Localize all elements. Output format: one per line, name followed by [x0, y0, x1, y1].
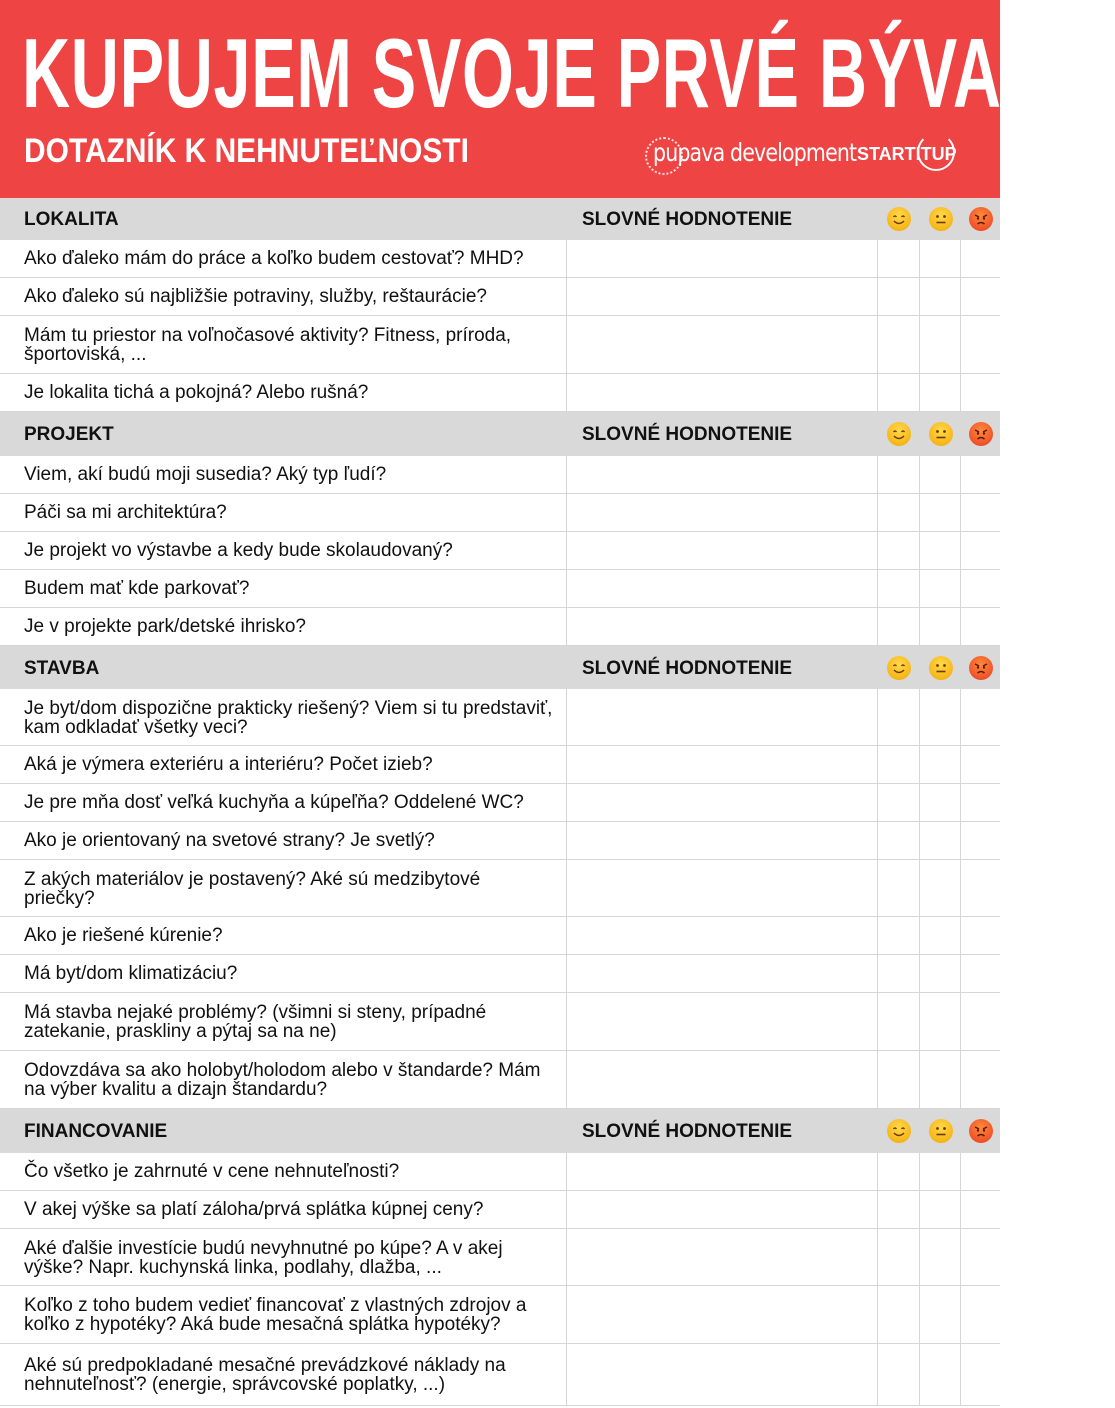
column-divider — [919, 240, 920, 412]
rating-neutral-cell[interactable] — [920, 456, 960, 493]
question-row — [0, 456, 1000, 494]
rating-bad-cell[interactable] — [961, 689, 1000, 745]
question-row — [0, 240, 1000, 278]
question-text: Aké ďalšie investície budú nevyhnutné po kúpe? A v akej výške? Napr. kuchynská linka, podlahy, dlažba, ... — [24, 1238, 503, 1278]
rating-bad-cell[interactable] — [961, 608, 1000, 645]
smiling-face-icon — [887, 656, 911, 680]
question-text: Mám tu priestor na voľnočasové aktivity? Fitness, príroda, športoviská, ... — [24, 325, 512, 365]
rating-good-cell[interactable] — [878, 1191, 919, 1228]
section-header — [0, 646, 1000, 689]
question-text: Budem mať kde parkovať? — [24, 578, 250, 599]
text-evaluation-cell[interactable] — [567, 917, 877, 954]
rating-neutral-cell[interactable] — [920, 1153, 960, 1190]
question-text: Koľko z toho budem vedieť financovať z vlastných zdrojov a koľko z hypotéky? Aká bude mesačná splátka hypotéky? — [24, 1295, 527, 1335]
rating-good-cell[interactable] — [878, 570, 919, 607]
rating-bad-cell[interactable] — [961, 456, 1000, 493]
rating-neutral-cell[interactable] — [920, 1344, 960, 1405]
section-header — [0, 412, 1000, 456]
question-text: Je byt/dom dispozične prakticky riešený? Viem si tu predstaviť, kam odkladať všetky veci? — [24, 698, 553, 738]
section-header — [0, 1109, 1000, 1153]
question-text: Aké sú predpokladané mesačné prevádzkové náklady na nehnuteľnosť? (energie, správcovské poplatky, ...) — [24, 1355, 506, 1395]
text-evaluation-cell[interactable] — [567, 456, 877, 493]
text-evaluation-cell[interactable] — [567, 532, 877, 569]
rating-neutral-cell[interactable] — [920, 1286, 960, 1343]
rating-good-cell[interactable] — [878, 993, 919, 1050]
rating-bad-cell[interactable] — [961, 955, 1000, 992]
question-row — [0, 608, 1000, 646]
question-row — [0, 822, 1000, 860]
column-divider — [919, 689, 920, 1109]
rating-neutral-cell[interactable] — [920, 532, 960, 569]
angry-face-icon — [969, 656, 993, 680]
column-divider — [919, 1153, 920, 1406]
startitup-logo-text-part2: UP — [931, 144, 957, 164]
text-evaluation-cell[interactable] — [567, 1229, 877, 1285]
angry-face-icon — [969, 1119, 993, 1143]
question-text: Je projekt vo výstavbe a kedy bude skolaudovaný? — [24, 540, 453, 561]
rating-good-cell[interactable] — [878, 316, 919, 373]
rating-bad-cell[interactable] — [961, 316, 1000, 373]
column-divider — [877, 1153, 878, 1406]
rating-neutral-cell[interactable] — [920, 1191, 960, 1228]
question-text: Z akých materiálov je postavený? Aké sú medzibytové priečky? — [24, 869, 481, 909]
question-text: Čo všetko je zahrnuté v cene nehnuteľnosti? — [24, 1161, 400, 1182]
rating-good-cell[interactable] — [878, 1344, 919, 1405]
rating-good-cell[interactable] — [878, 1286, 919, 1343]
text-evaluation-cell[interactable] — [567, 689, 877, 745]
rating-good-cell[interactable] — [878, 608, 919, 645]
evaluation-column-header: SLOVNÉ HODNOTENIE — [582, 209, 793, 230]
rating-neutral-cell[interactable] — [920, 746, 960, 783]
question-text: Odovzdáva sa ako holobyt/holodom alebo v štandarde? Mám na výber kvalitu a dizajn štandardu? — [24, 1060, 541, 1100]
rating-bad-cell[interactable] — [961, 374, 1000, 411]
rating-neutral-cell[interactable] — [920, 955, 960, 992]
rating-good-cell[interactable] — [878, 494, 919, 531]
question-row — [0, 316, 1000, 374]
question-text: Viem, akí budú moji susedia? Aký typ ľudí? — [24, 464, 387, 485]
question-row — [0, 532, 1000, 570]
question-row — [0, 1153, 1000, 1191]
question-row — [0, 746, 1000, 784]
rating-bad-cell[interactable] — [961, 278, 1000, 315]
smiling-face-icon — [887, 207, 911, 231]
question-row — [0, 955, 1000, 993]
text-evaluation-cell[interactable] — [567, 1286, 877, 1343]
question-row — [0, 1344, 1000, 1406]
column-divider — [566, 689, 567, 1109]
page-title: KUPUJEM SVOJE PRVÉ BÝVANIE — [22, 18, 1115, 128]
smiling-face-icon — [887, 422, 911, 446]
rating-bad-cell[interactable] — [961, 993, 1000, 1050]
rating-good-cell[interactable] — [878, 822, 919, 859]
text-evaluation-cell[interactable] — [567, 570, 877, 607]
rating-good-cell[interactable] — [878, 240, 919, 277]
question-text: Aká je výmera exteriéru a interiéru? Počet izieb? — [24, 754, 433, 775]
rating-good-cell[interactable] — [878, 1229, 919, 1285]
text-evaluation-cell[interactable] — [567, 822, 877, 859]
question-text: V akej výške sa platí záloha/prvá splátka kúpnej ceny? — [24, 1199, 484, 1220]
rating-neutral-cell[interactable] — [920, 494, 960, 531]
question-text: Ako je orientovaný na svetové strany? Je svetlý? — [24, 830, 435, 851]
evaluation-column-header: SLOVNÉ HODNOTENIE — [582, 658, 793, 679]
rating-good-cell[interactable] — [878, 955, 919, 992]
rating-bad-cell[interactable] — [961, 822, 1000, 859]
text-evaluation-cell[interactable] — [567, 784, 877, 821]
text-evaluation-cell[interactable] — [567, 240, 877, 277]
column-divider — [566, 1153, 567, 1406]
rating-bad-cell[interactable] — [961, 1051, 1000, 1108]
column-divider — [960, 689, 961, 1109]
rating-bad-cell[interactable] — [961, 240, 1000, 277]
rating-neutral-cell[interactable] — [920, 993, 960, 1050]
text-evaluation-cell[interactable] — [567, 1191, 877, 1228]
rating-good-cell[interactable] — [878, 784, 919, 821]
question-row — [0, 374, 1000, 412]
section-title: STAVBA — [24, 658, 100, 679]
text-evaluation-cell[interactable] — [567, 860, 877, 916]
question-row — [0, 917, 1000, 955]
rating-neutral-cell[interactable] — [920, 689, 960, 745]
text-evaluation-cell[interactable] — [567, 1153, 877, 1190]
text-evaluation-cell[interactable] — [567, 608, 877, 645]
neutral-face-icon — [929, 656, 953, 680]
rating-neutral-cell[interactable] — [920, 608, 960, 645]
section-header — [0, 198, 1000, 240]
text-evaluation-cell[interactable] — [567, 746, 877, 783]
neutral-face-icon — [929, 207, 953, 231]
question-row — [0, 1229, 1000, 1286]
rating-neutral-cell[interactable] — [920, 1051, 960, 1108]
rating-bad-cell[interactable] — [961, 1229, 1000, 1285]
question-text: Je lokalita tichá a pokojná? Alebo rušná? — [24, 382, 369, 403]
startitup-ring-icon — [917, 133, 955, 171]
pupava-logo-text: pupava development — [653, 138, 857, 167]
rating-bad-cell[interactable] — [961, 532, 1000, 569]
rating-neutral-cell[interactable] — [920, 278, 960, 315]
section-title: PROJEKT — [24, 424, 114, 445]
evaluation-column-header: SLOVNÉ HODNOTENIE — [582, 424, 793, 445]
questionnaire-table — [0, 198, 1000, 1408]
page-subtitle: DOTAZNÍK K NEHNUTEĽNOSTI — [24, 132, 469, 170]
rating-bad-cell[interactable] — [961, 746, 1000, 783]
text-evaluation-cell[interactable] — [567, 278, 877, 315]
column-divider — [919, 456, 920, 646]
rating-neutral-cell[interactable] — [920, 822, 960, 859]
rating-good-cell[interactable] — [878, 746, 919, 783]
rating-bad-cell[interactable] — [961, 1153, 1000, 1190]
question-row — [0, 494, 1000, 532]
question-row — [0, 993, 1000, 1051]
angry-face-icon — [969, 422, 993, 446]
text-evaluation-cell[interactable] — [567, 955, 877, 992]
rating-good-cell[interactable] — [878, 1051, 919, 1108]
rating-neutral-cell[interactable] — [920, 240, 960, 277]
question-row — [0, 278, 1000, 316]
rating-neutral-cell[interactable] — [920, 570, 960, 607]
text-evaluation-cell[interactable] — [567, 374, 877, 411]
header-banner — [0, 0, 1115, 198]
question-row — [0, 1051, 1000, 1109]
rating-bad-cell[interactable] — [961, 917, 1000, 954]
text-evaluation-cell[interactable] — [567, 316, 877, 373]
question-text: Ako ďaleko mám do práce a koľko budem cestovať? MHD? — [24, 248, 524, 269]
rating-bad-cell[interactable] — [961, 1286, 1000, 1343]
question-text: Má byt/dom klimatizáciu? — [24, 963, 238, 984]
rating-good-cell[interactable] — [878, 917, 919, 954]
column-divider — [877, 456, 878, 646]
column-divider — [566, 240, 567, 412]
evaluation-column-header: SLOVNÉ HODNOTENIE — [582, 1121, 793, 1142]
rating-good-cell[interactable] — [878, 689, 919, 745]
column-divider — [960, 240, 961, 412]
question-text: Páči sa mi architektúra? — [24, 502, 227, 523]
neutral-face-icon — [929, 422, 953, 446]
column-divider — [960, 456, 961, 646]
rating-bad-cell[interactable] — [961, 570, 1000, 607]
question-row — [0, 860, 1000, 917]
rating-bad-cell[interactable] — [961, 784, 1000, 821]
rating-bad-cell[interactable] — [961, 1344, 1000, 1405]
rating-good-cell[interactable] — [878, 456, 919, 493]
rating-neutral-cell[interactable] — [920, 316, 960, 373]
column-divider — [877, 689, 878, 1109]
question-row — [0, 1191, 1000, 1229]
startitup-logo-text-part1: STARTIT — [857, 144, 932, 164]
column-divider — [960, 1153, 961, 1406]
rating-good-cell[interactable] — [878, 374, 919, 411]
text-evaluation-cell[interactable] — [567, 1344, 877, 1405]
pupava-development-logo — [645, 133, 857, 179]
rating-neutral-cell[interactable] — [920, 917, 960, 954]
question-text: Je pre mňa dosť veľká kuchyňa a kúpeľňa? Oddelené WC? — [24, 792, 524, 813]
rating-neutral-cell[interactable] — [920, 1229, 960, 1285]
question-text: Ako ďaleko sú najbližšie potraviny, služby, reštaurácie? — [24, 286, 487, 307]
text-evaluation-cell[interactable] — [567, 993, 877, 1050]
startitup-logo — [857, 133, 957, 177]
question-text: Ako je riešené kúrenie? — [24, 925, 223, 946]
question-row — [0, 689, 1000, 746]
rating-bad-cell[interactable] — [961, 1191, 1000, 1228]
rating-neutral-cell[interactable] — [920, 374, 960, 411]
angry-face-icon — [969, 207, 993, 231]
smiling-face-icon — [887, 1119, 911, 1143]
section-title: FINANCOVANIE — [24, 1121, 168, 1142]
question-text: Má stavba nejaké problémy? (všimni si steny, prípadné zatekanie, praskliny a pýtaj sa na ne) — [24, 1002, 487, 1042]
question-text: Je v projekte park/detské ihrisko? — [24, 616, 306, 637]
rating-good-cell[interactable] — [878, 860, 919, 916]
question-row — [0, 1286, 1000, 1344]
column-divider — [877, 240, 878, 412]
rating-bad-cell[interactable] — [961, 494, 1000, 531]
text-evaluation-cell[interactable] — [567, 1051, 877, 1108]
column-divider — [566, 456, 567, 646]
rating-neutral-cell[interactable] — [920, 860, 960, 916]
neutral-face-icon — [929, 1119, 953, 1143]
rating-good-cell[interactable] — [878, 1153, 919, 1190]
rating-good-cell[interactable] — [878, 278, 919, 315]
section-title: LOKALITA — [24, 209, 119, 230]
rating-bad-cell[interactable] — [961, 860, 1000, 916]
rating-good-cell[interactable] — [878, 532, 919, 569]
question-row — [0, 570, 1000, 608]
text-evaluation-cell[interactable] — [567, 494, 877, 531]
question-row — [0, 784, 1000, 822]
rating-neutral-cell[interactable] — [920, 784, 960, 821]
